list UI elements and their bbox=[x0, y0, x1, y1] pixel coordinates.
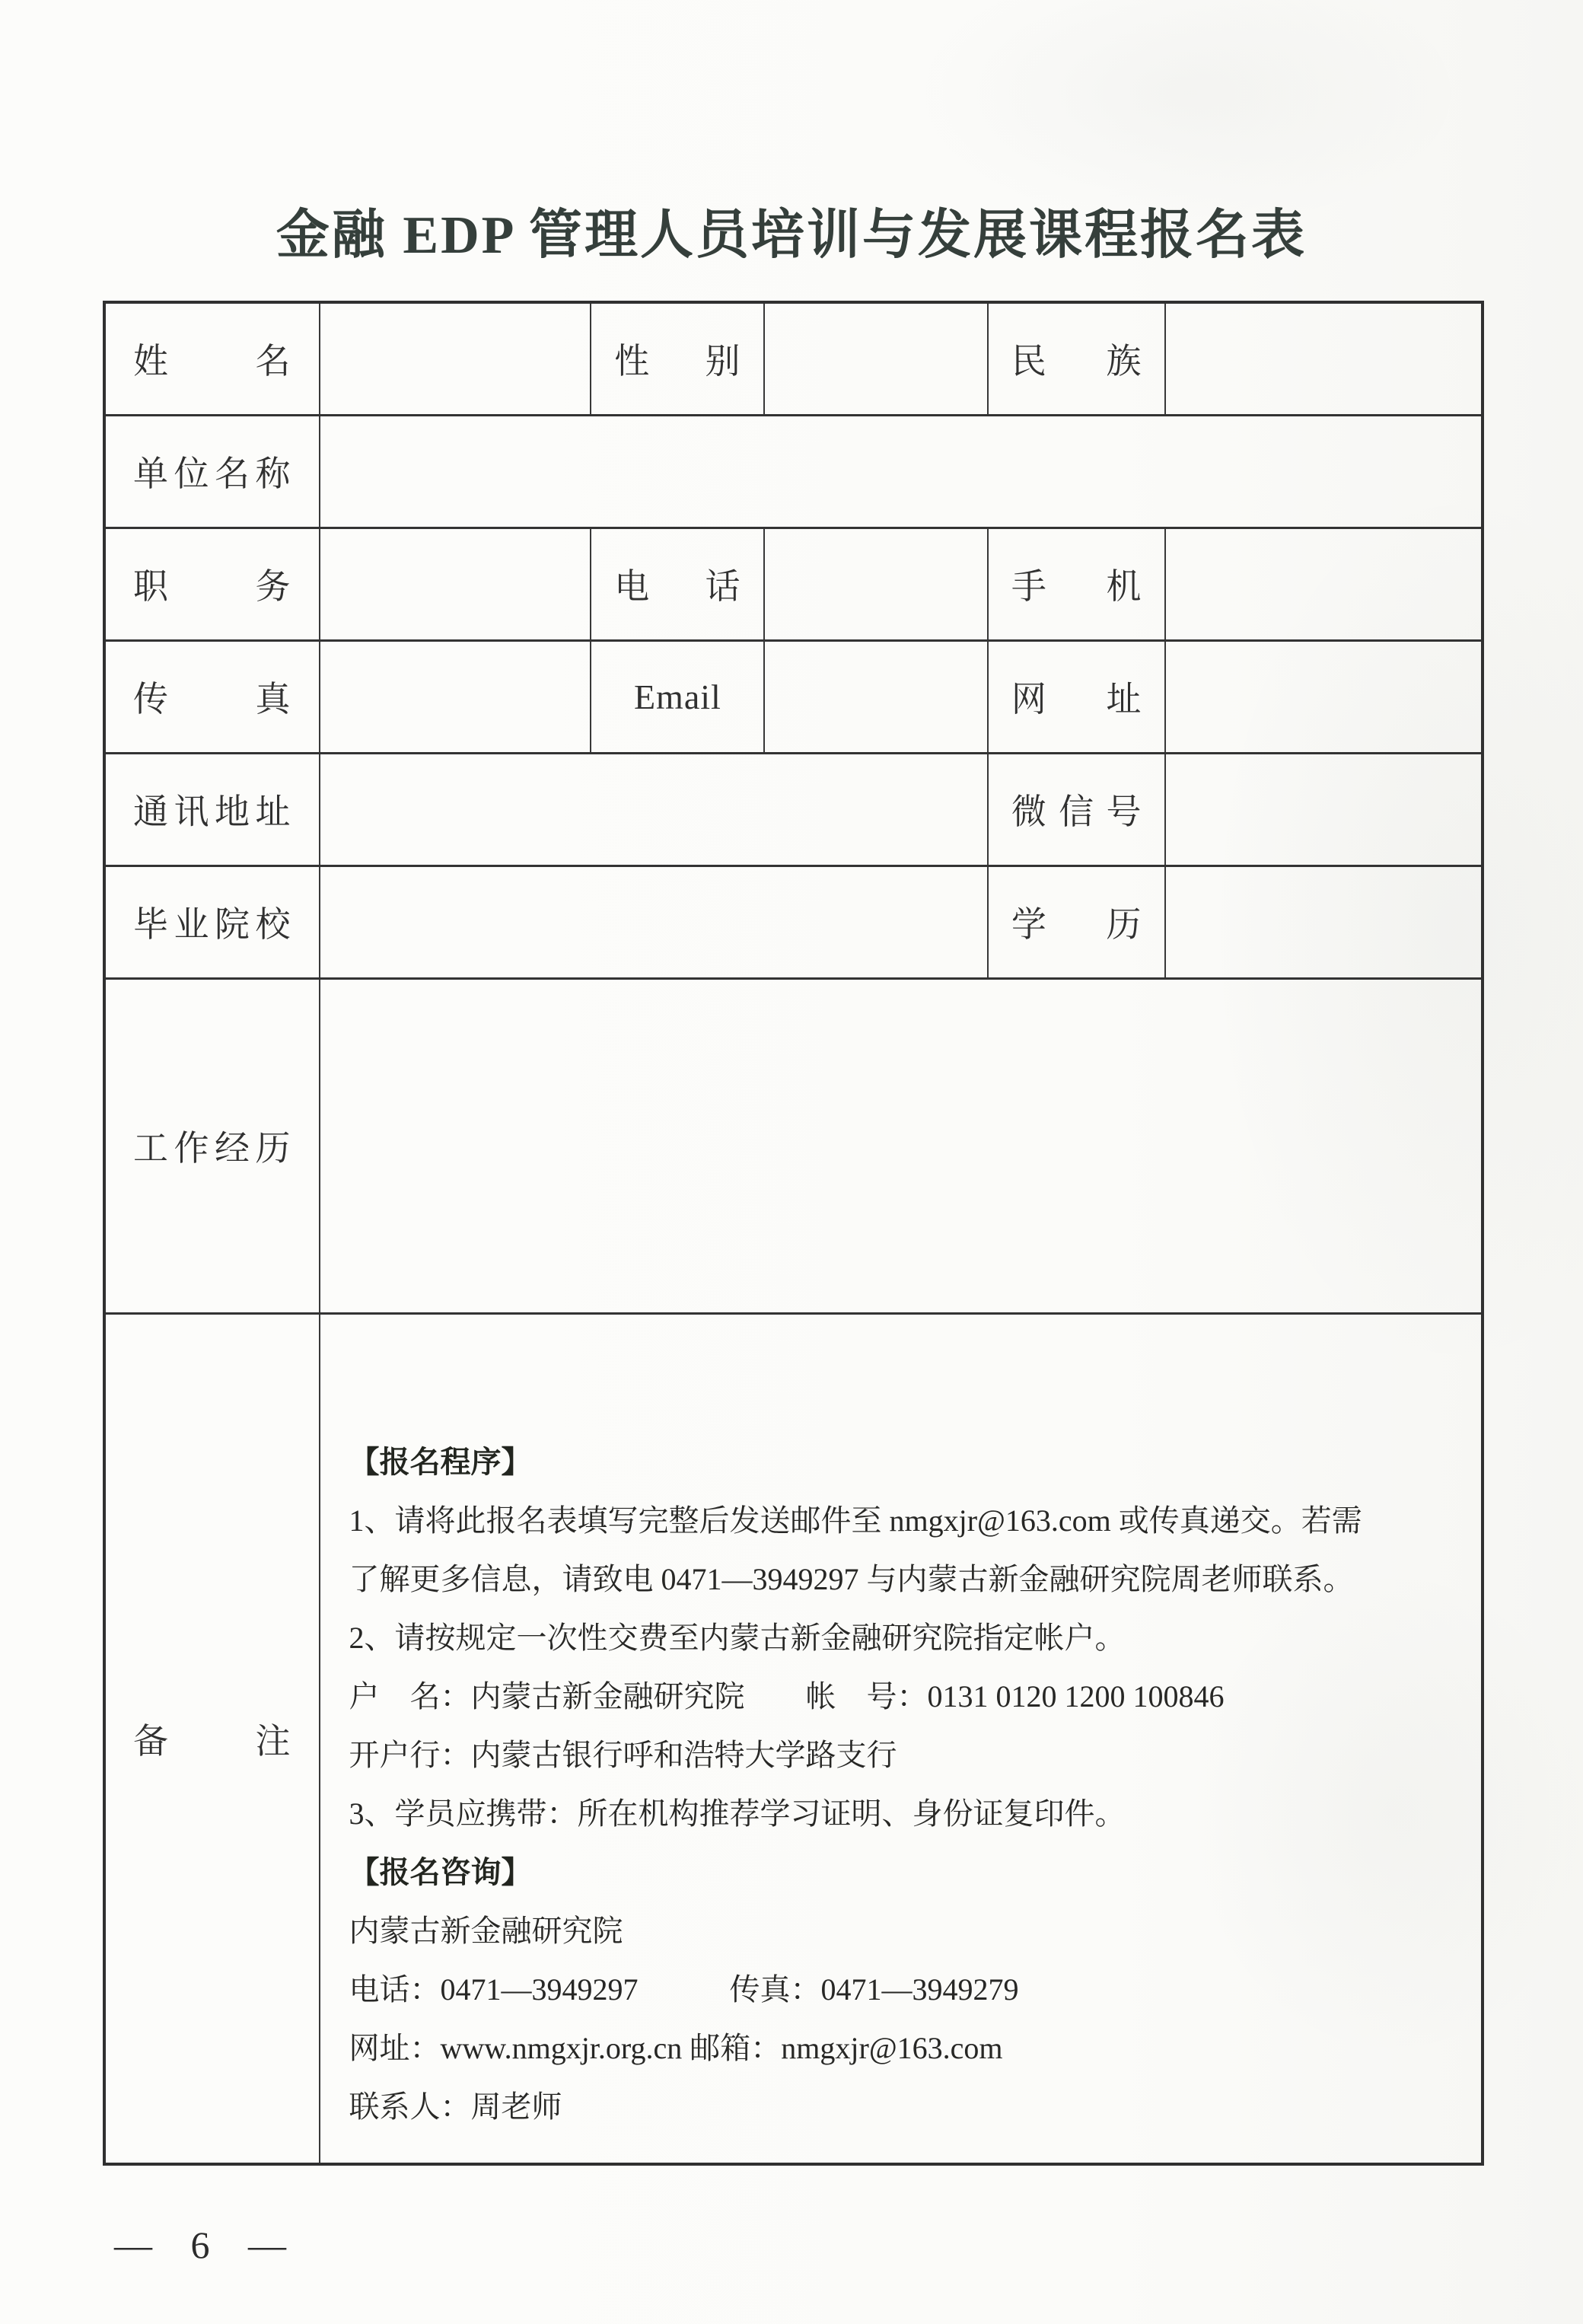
remarks-line-documents: 3、学员应携带：所在机构推荐学习证明、身份证复印件。 bbox=[349, 1796, 1126, 1831]
row-organization bbox=[104, 415, 1483, 528]
address-value-cell bbox=[320, 753, 988, 866]
gender-label: 性别 bbox=[591, 302, 764, 415]
row-position-phone-mobile bbox=[104, 528, 1483, 640]
remarks-label: 备注 bbox=[104, 1313, 320, 2164]
gender-value-cell bbox=[764, 302, 987, 415]
website-value-cell bbox=[1165, 640, 1483, 753]
email-label: Email bbox=[591, 640, 764, 753]
organization-value-cell bbox=[320, 415, 1483, 528]
ethnicity-value-cell bbox=[1165, 302, 1483, 415]
remarks-consult-header: 【报名咨询】 bbox=[349, 1854, 532, 1889]
education-value-cell bbox=[1165, 866, 1483, 978]
name-value-cell bbox=[320, 302, 591, 415]
education-label: 学历 bbox=[988, 866, 1166, 978]
phone-value-cell bbox=[764, 528, 987, 640]
fax-label: 传真 bbox=[104, 640, 320, 753]
remarks-line-submit: 1、请将此报名表填写完整后发送邮件至 nmgxjr@163.com 或传真递交。若需 bbox=[349, 1503, 1362, 1538]
position-label: 职务 bbox=[104, 528, 320, 640]
school-label: 毕业院校 bbox=[104, 866, 320, 978]
remarks-line-bank: 开户行：内蒙古银行呼和浩特大学路支行 bbox=[349, 1737, 897, 1772]
remarks-line-account: 户 名：内蒙古新金融研究院 帐 号：0131 0120 1200 100846 bbox=[349, 1678, 1225, 1714]
website-label: 网址 bbox=[988, 640, 1166, 753]
remarks-line-payment: 2、请按规定一次性交费至内蒙古新金融研究院指定帐户。 bbox=[349, 1620, 1126, 1655]
email-value-cell bbox=[764, 640, 987, 753]
page-title: 金融 EDP 管理人员培训与发展课程报名表 bbox=[276, 206, 1307, 265]
remarks-line-institute: 内蒙古新金融研究院 bbox=[349, 1913, 623, 1948]
remarks-procedure-header: 【报名程序】 bbox=[349, 1444, 532, 1479]
row-fax-email-website bbox=[104, 640, 1483, 753]
organization-label: 单位名称 bbox=[104, 415, 320, 528]
row-remarks bbox=[104, 1313, 1483, 2164]
wechat-label: 微信号 bbox=[988, 753, 1166, 866]
registration-form-table bbox=[103, 301, 1484, 2166]
row-work-experience bbox=[104, 978, 1483, 1313]
work-experience-value-cell bbox=[320, 978, 1483, 1313]
work-experience-label: 工作经历 bbox=[104, 978, 320, 1313]
wechat-value-cell bbox=[1165, 753, 1483, 866]
mobile-value-cell bbox=[1165, 528, 1483, 640]
row-address-wechat bbox=[104, 753, 1483, 866]
remarks-line-web-mail: 网址：www.nmgxjr.org.cn 邮箱：nmgxjr@163.com bbox=[349, 2030, 1003, 2065]
remarks-line-contact: 联系人：周老师 bbox=[349, 2089, 562, 2124]
name-label: 姓名 bbox=[104, 302, 320, 415]
row-school-education bbox=[104, 866, 1483, 978]
ethnicity-label: 民族 bbox=[988, 302, 1166, 415]
remarks-line-submit-cont: 了解更多信息，请致电 0471—3949297 与内蒙古新金融研究院周老师联系。 bbox=[349, 1561, 1354, 1596]
remarks-line-phone-fax: 电话：0471—3949297 传真：0471—3949279 bbox=[349, 1972, 1019, 2007]
fax-value-cell bbox=[320, 640, 591, 753]
phone-label: 电话 bbox=[591, 528, 764, 640]
remarks-content-cell bbox=[320, 1313, 1483, 2164]
school-value-cell bbox=[320, 866, 988, 978]
position-value-cell bbox=[320, 528, 591, 640]
address-label: 通讯地址 bbox=[104, 753, 320, 866]
page-number: — 6 — bbox=[114, 2224, 288, 2266]
mobile-label: 手机 bbox=[988, 528, 1166, 640]
row-name-gender-ethnicity bbox=[104, 302, 1483, 415]
